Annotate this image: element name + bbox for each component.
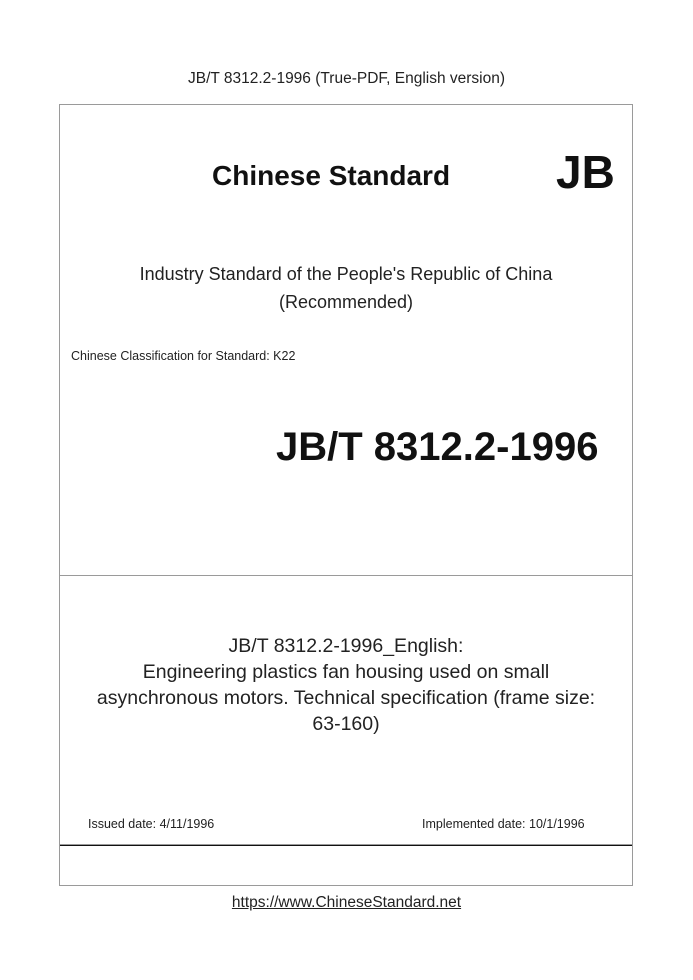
english-title <box>60 633 632 737</box>
classification-label: Chinese Classification for Standard: K22 <box>71 349 296 363</box>
english-title-line-3: asynchronous motors. Technical specification (frame size: <box>96 687 596 709</box>
jb-mark: JB <box>556 146 615 198</box>
industry-line-1: Industry Standard of the People's Republic of China <box>139 264 553 284</box>
industry-line-2: (Recommended) <box>278 292 414 312</box>
footer <box>0 894 693 912</box>
cover-upper-section <box>60 105 632 576</box>
bottom-empty-box <box>60 845 632 886</box>
cover-lower-section <box>60 576 632 845</box>
page-header: JB/T 8312.2-1996 (True-PDF, English version) <box>187 70 506 87</box>
industry-statement <box>60 260 632 316</box>
english-title-line-1: JB/T 8312.2-1996_English: <box>228 635 464 657</box>
website-link[interactable]: https://www.ChineseStandard.net <box>231 894 462 911</box>
english-title-line-4: 63-160) <box>312 713 380 735</box>
cover-title: Chinese Standard <box>212 160 451 191</box>
implemented-date: Implemented date: 10/1/1996 <box>422 817 585 831</box>
english-title-line-2: Engineering plastics fan housing used on small <box>142 661 550 683</box>
cover-frame <box>59 104 633 886</box>
standard-number: JB/T 8312.2-1996 <box>276 425 599 469</box>
issued-date: Issued date: 4/11/1996 <box>88 817 215 831</box>
